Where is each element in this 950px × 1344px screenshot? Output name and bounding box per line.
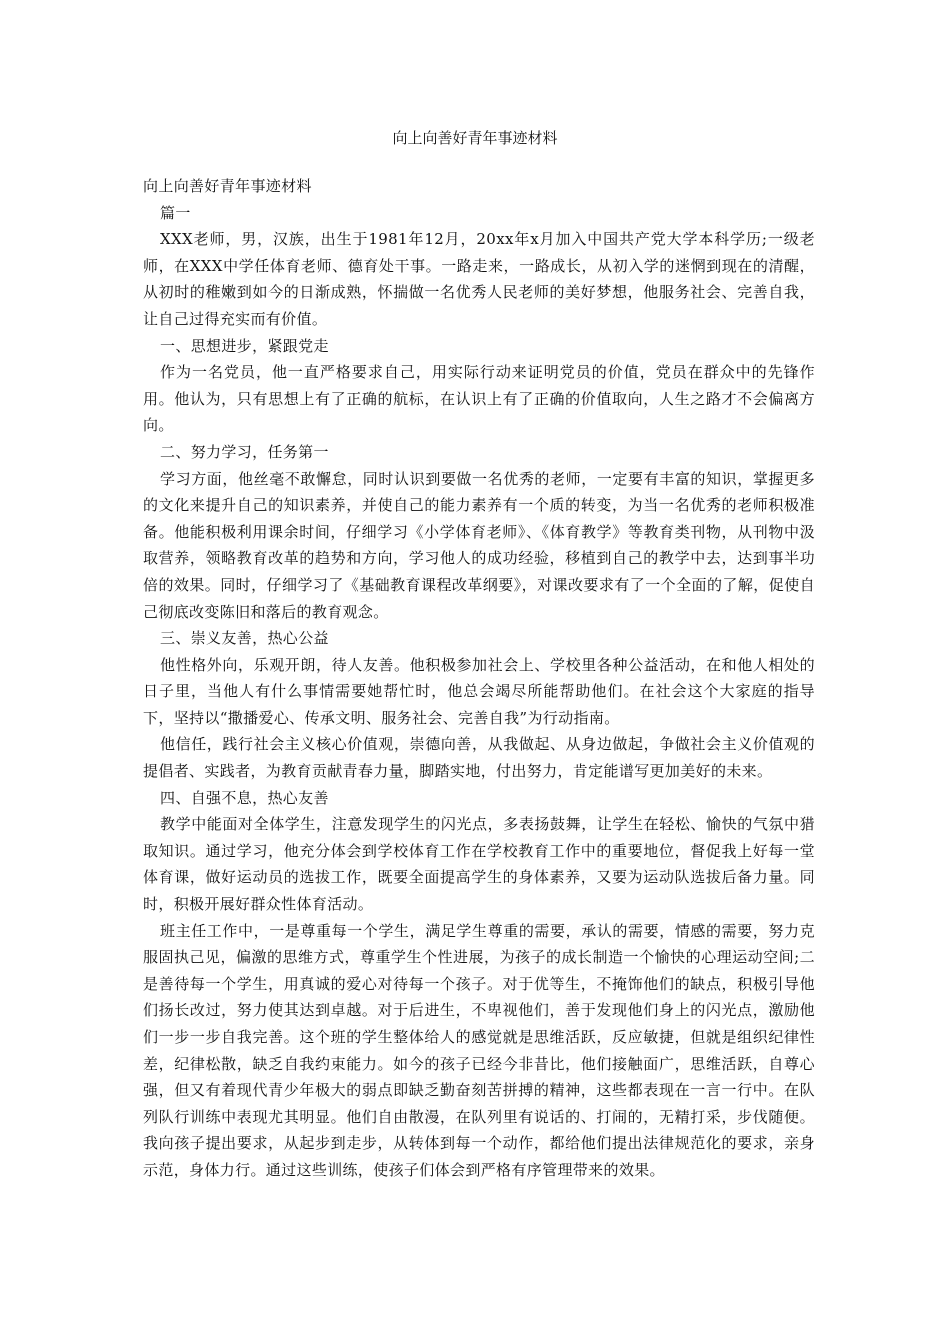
paragraph-section-3a: 他性格外向，乐观开朗，待人友善。他积极参加社会上、学校里各种公益活动，在和他人相处的日子里，当他人有什么事情需要她帮忙时，他总会竭尽所能帮助他们。在社会这个大家庭的指导下，坚持以“撒播爱心、传承文明、服务社会、完善自我”为行动指南。: [143, 655, 815, 727]
document-subtitle: 向上向善好青年事迹材料: [143, 177, 312, 195]
paragraph-section-4b: 班主任工作中，一是尊重每一个学生，满足学生尊重的需要，承认的需要，情感的需要，努力克服固执己见，偏激的思维方式，尊重学生个性进展，为孩子的成长制造一个愉快的心理运动空间;二是善待每一个学生，用真诚的爱心对待每一个孩子。对于优等生，不掩饰他们的缺点，积极引导他们扬长改过，努力使其达到卓越。对于后进生，不卑视他们，善于发现他们身上的闪光点，激励他们一步一步自我完善。这个班的学生整体给人的感觉就是思维活跃，反应敏捷，但就是组织纪律性差，纪律松散，缺乏自我约束能力。如今的孩子已经今非昔比，他们接触面广，思维活跃，自尊心强，但又有着现代青少年极大的弱点即缺乏勤奋刻苦拼搏的精神，这些都表现在一言一行中。在队列队行训练中表现尤其明显。他们自由散漫，在队列里有说话的、打闹的，无精打采，步伐随便。我向孩子提出要求，从起步到走步，从转体到每一个动作，都给他们提出法律规范化的要求，亲身示范，身体力行。通过这些训练，使孩子们体会到严格有序管理带来的效果。: [143, 921, 815, 1179]
section-heading-4: 四、自强不息，热心友善: [160, 788, 329, 807]
document-body: [143, 173, 815, 1184]
paragraph-section-2: 学习方面，他丝毫不敢懈怠，同时认识到要做一名优秀的老师，一定要有丰富的知识，掌握更多的文化来提升自己的知识素养，并使自己的能力素养有一个质的转变，为当一名优秀的老师积极准备。他能积极利用课余时间，仔细学习《小学体育老师》、《体育教学》等教育类刊物，从刊物中汲取营养，领略教育改革的趋势和方向，学习他人的成功经验，移植到自己的教学中去，达到事半功倍的效果。同时，仔细学习了《基础教育课程改革纲要》，对课改要求有了一个全面的了解，促使自己彻底改变陈旧和落后的教育观念。: [143, 469, 815, 621]
section-heading-3: 三、崇义友善，热心公益: [160, 629, 329, 648]
paragraph-section-1: 作为一名党员，他一直严格要求自己，用实际行动来证明党员的价值，党员在群众中的先锋作用。他认为，只有思想上有了正确的航标，在认识上有了正确的价值取向，人生之路才不会偏离方向。: [143, 363, 815, 435]
section-heading-1: 一、思想进步，紧跟党走: [160, 336, 329, 355]
paragraph-section-3b: 他信任，践行社会主义核心价值观，崇德向善，从我做起、从身边做起，争做社会主义价值观的提倡者、实践者，为教育贡献青春力量，脚踏实地，付出努力，肯定能谱写更加美好的未来。: [143, 735, 815, 781]
paragraph-section-4a: 教学中能面对全体学生，注意发现学生的闪光点，多表扬鼓舞，让学生在轻松、愉快的气氛中猎取知识。通过学习，他充分体会到学校体育工作在学校教育工作中的重要地位，督促我上好每一堂体育课，做好运动员的选拔工作，既要全面提高学生的身体素养，又要为运动队选拔后备力量。同时，积极开展好群众性体育活动。: [143, 815, 815, 914]
section-heading-2: 二、努力学习，任务第一: [160, 442, 329, 461]
paragraph-intro: XXX老师，男，汉族，出生于1981年12月，20xx年x月加入中国共产党大学本科学历;一级老师，在XXX中学任体育老师、德育处干事。一路走来，一路成长，从初入学的迷惘到现在的清醒，从初时的稚嫩到如今的日渐成熟，怀揣做一名优秀人民老师的美好梦想，他服务社会、完善自我，让自己过得充实而有价值。: [143, 230, 815, 328]
document-title: 向上向善好青年事迹材料: [392, 129, 558, 147]
part-label: 篇一: [160, 203, 191, 222]
